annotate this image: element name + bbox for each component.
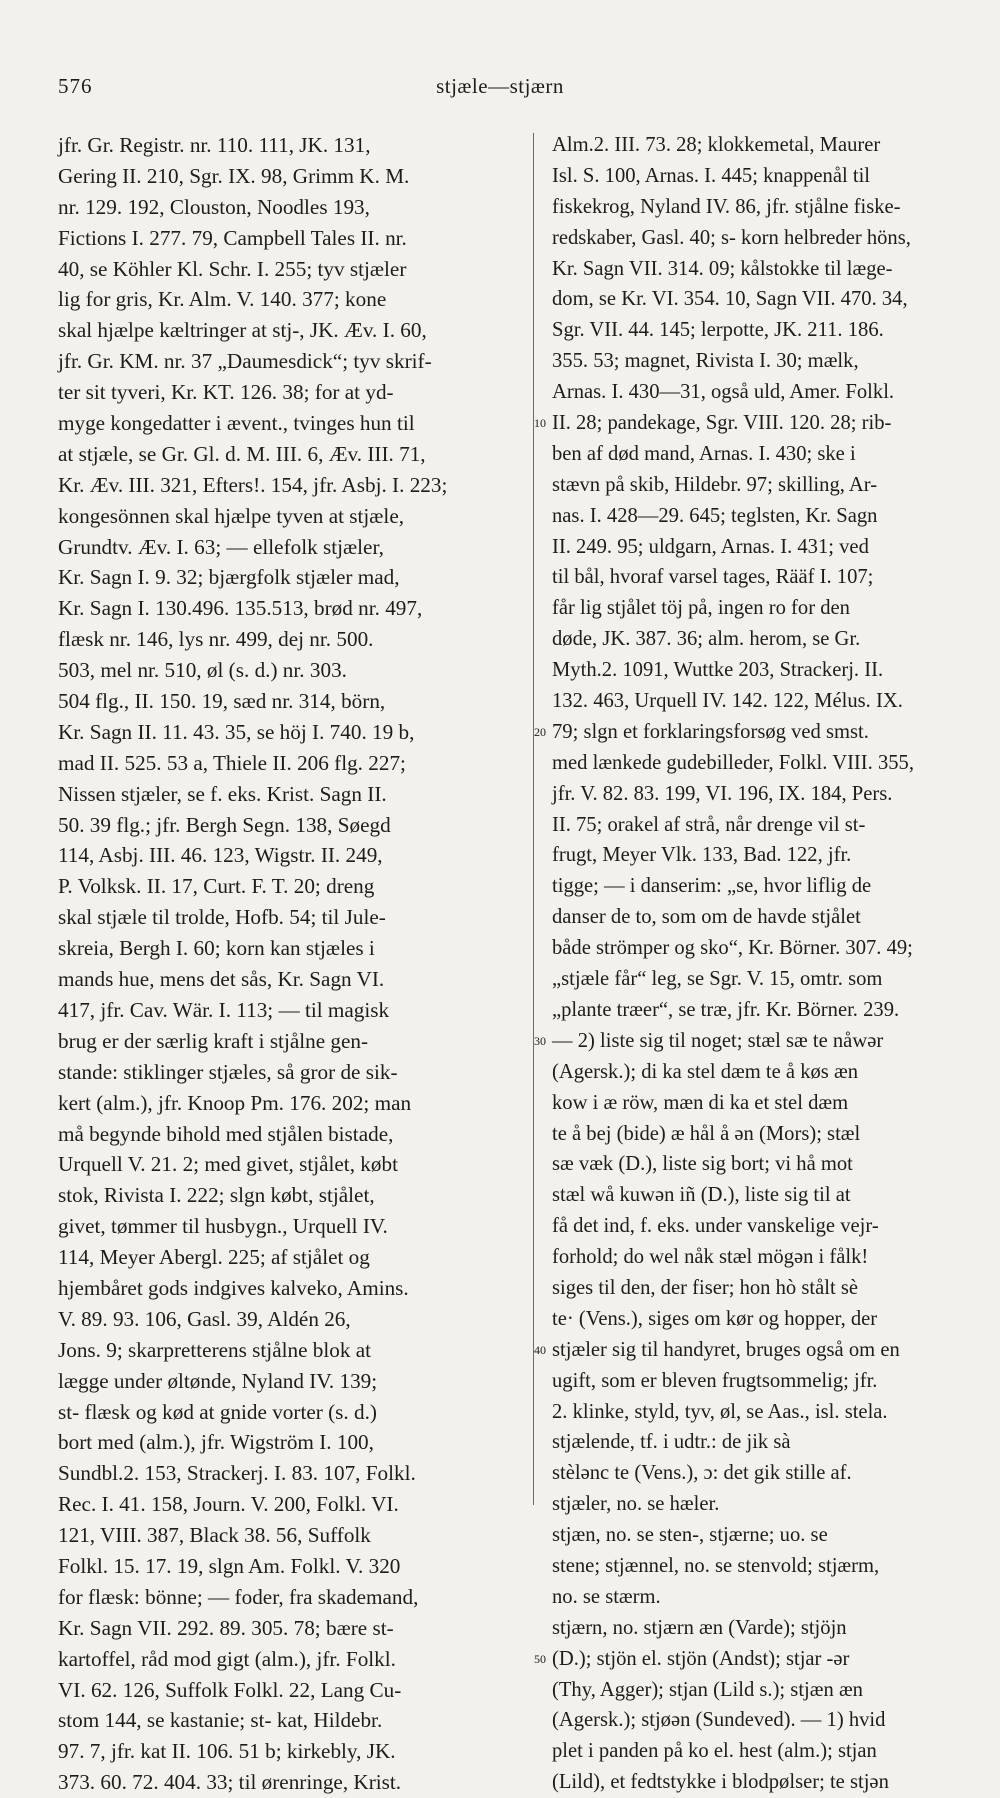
- left-column-line: skal stjæle til trolde, Hofb. 54; til Jule-: [58, 905, 386, 930]
- right-column: [552, 130, 984, 1794]
- right-column-line: „stjæle får“ leg, se Sgr. V. 15, omtr. som: [552, 968, 883, 991]
- right-column-line: sæ væk (D.), liste sig bort; vi hå mot: [552, 1153, 853, 1176]
- left-column-line: skreia, Bergh I. 60; korn kan stjæles i: [58, 936, 375, 961]
- right-column-line: stèlənc te (Vens.), ɔ: det gik stille af.: [552, 1462, 852, 1485]
- right-column-line: „plante træer“, se træ, jfr. Kr. Börner. 239.: [552, 998, 900, 1021]
- right-column-line: stjæler, no. se hæler.: [552, 1493, 720, 1516]
- left-column-line: hjembåret gods indgives kalveko, Amins.: [58, 1275, 409, 1300]
- left-column-line: for flæsk: bönne; — foder, fra skademand,: [58, 1584, 419, 1609]
- right-column-line: kow i æ röw, mæn di ka et stel dæm: [552, 1091, 849, 1114]
- right-column-line: ben af død mand, Arnas. I. 430; ske i: [552, 442, 856, 465]
- left-column-line: 40, se Köhler Kl. Schr. I. 255; tyv stjæler: [58, 256, 407, 281]
- running-title: stjæle—stjærn: [436, 74, 564, 98]
- right-column-line: Sgr. VII. 44. 145; lerpotte, JK. 211. 186.: [552, 319, 884, 342]
- right-column-line: både strömper og sko“, Kr. Börner. 307. 49;: [552, 937, 913, 960]
- left-column-line: 121, VIII. 387, Black 38. 56, Suffolk: [58, 1523, 371, 1548]
- right-column-line: siges til den, der fiser; hon hò stålt sè: [552, 1276, 858, 1299]
- right-column-line: Myth.2. 1091, Wuttke 203, Strackerj. II.: [552, 659, 884, 682]
- left-column-line: P. Volksk. II. 17, Curt. F. T. 20; dreng: [58, 874, 375, 899]
- left-column-line: Jons. 9; skarpretterens stjålne blok at: [58, 1337, 372, 1362]
- left-column-line: Kr. Sagn VII. 292. 89. 305. 78; bære st-: [58, 1615, 394, 1640]
- left-column-line: nr. 129. 192, Clouston, Noodles 193,: [58, 194, 370, 219]
- right-column-line: danser de to, som om de havde stjålet: [552, 906, 861, 929]
- right-column-line: stjæn, no. se sten-, stjærne; uo. se: [552, 1524, 828, 1547]
- left-column-line: at stjæle, se Gr. Gl. d. M. III. 6, Æv. III. 71,: [58, 441, 426, 466]
- left-column-line: stok, Rivista I. 222; slgn købt, stjålet,: [58, 1183, 375, 1208]
- right-column-line: stjælende, tf. i udtr.: de jik sà: [552, 1431, 791, 1454]
- right-column-line: II. 28; pandekage, Sgr. VIII. 120. 28; rib-: [552, 412, 892, 435]
- left-column-line: brug er der særlig kraft i stjålne gen-: [58, 1028, 369, 1053]
- left-column-line: lægge under øltønde, Nyland IV. 139;: [58, 1368, 378, 1393]
- right-column-line: no. se stærm.: [552, 1585, 661, 1608]
- right-column-line: ugift, som er bleven frugtsommelig; jfr.: [552, 1369, 878, 1392]
- right-column-line: dom, se Kr. VI. 354. 10, Sagn VII. 470. 34,: [552, 288, 908, 311]
- left-column-line: Fictions I. 277. 79, Campbell Tales II. nr.: [58, 225, 407, 250]
- right-column-line: II. 75; orakel af strå, når drenge vil st-: [552, 813, 866, 836]
- right-column-line: med lænkede gudebilleder, Folkl. VIII. 355,: [552, 751, 914, 774]
- left-column-line: må begynde bihold med stjålen bistade,: [58, 1121, 394, 1146]
- right-column-line: stævn på skib, Hildebr. 97; skilling, Ar-: [552, 473, 878, 496]
- page-number: 576: [58, 74, 93, 98]
- line-marker: 50: [534, 1652, 546, 1667]
- left-column-line: Nissen stjæler, se f. eks. Krist. Sagn II.: [58, 781, 387, 806]
- left-column-line: 50. 39 flg.; jfr. Bergh Segn. 138, Søegd: [58, 812, 391, 837]
- right-column-line: jfr. V. 82. 83. 199, VI. 196, IX. 184, Pers.: [552, 782, 893, 805]
- right-column-line: plet i panden på ko el. hest (alm.); stjan: [552, 1740, 877, 1763]
- right-column-line: Arnas. I. 430—31, også uld, Amer. Folkl.: [552, 381, 895, 404]
- right-column-line: redskaber, Gasl. 40; s- korn helbreder höns,: [552, 226, 911, 249]
- right-column-line: nas. I. 428—29. 645; teglsten, Kr. Sagn: [552, 504, 878, 527]
- left-column-line: 503, mel nr. 510, øl (s. d.) nr. 303.: [58, 658, 347, 683]
- right-column-line: (Agersk.); di ka stel dæm te å køs æn: [552, 1060, 859, 1083]
- left-column-line: ter sit tyveri, Kr. KT. 126. 38; for at yd-: [58, 380, 394, 405]
- left-column-line: stom 144, se kastanie; st- kat, Hildebr.: [58, 1708, 383, 1733]
- left-column-line: lig for gris, Kr. Alm. V. 140. 377; kone: [58, 287, 387, 312]
- right-column-line: II. 249. 95; uldgarn, Arnas. I. 431; ved: [552, 535, 869, 558]
- right-column-line: stjæler sig til handyret, bruges også om en: [552, 1338, 900, 1361]
- right-column-line: fiskekrog, Nyland IV. 86, jfr. stjålne fiske-: [552, 195, 901, 218]
- left-column-line: Sundbl.2. 153, Strackerj. I. 83. 107, Folkl.: [58, 1461, 416, 1486]
- line-marker: 10: [534, 416, 546, 431]
- left-column-line: mands hue, mens det sås, Kr. Sagn VI.: [58, 967, 385, 992]
- left-column-line: Kr. Æv. III. 321, Efters!. 154, jfr. Asbj. I. 223;: [58, 472, 448, 497]
- left-column-line: flæsk nr. 146, lys nr. 499, dej nr. 500.: [58, 627, 374, 652]
- left-column-line: Folkl. 15. 17. 19, slgn Am. Folkl. V. 320: [58, 1553, 401, 1578]
- right-column-line: 79; slgn et forklaringsforsøg ved smst.: [552, 720, 869, 743]
- left-column-line: stande: stiklinger stjæles, så gror de sik-: [58, 1059, 398, 1084]
- right-column-line: stæl wå kuwən iñ (D.), liste sig til at: [552, 1184, 851, 1207]
- right-column-line: til bål, hvoraf varsel tages, Rääf I. 107;: [552, 566, 874, 589]
- left-column-line: VI. 62. 126, Suffolk Folkl. 22, Lang Cu-: [58, 1677, 402, 1702]
- left-column-line: Gering II. 210, Sgr. IX. 98, Grimm K. M.: [58, 163, 410, 188]
- left-column-line: Grundtv. Æv. I. 63; — ellefolk stjæler,: [58, 534, 384, 559]
- right-column-line: 132. 463, Urquell IV. 142. 122, Mélus. IX.: [552, 690, 903, 713]
- left-column-line: kartoffel, råd mod gigt (alm.), jfr. Folkl.: [58, 1646, 396, 1671]
- left-column-line: 97. 7, jfr. kat II. 106. 51 b; kirkebly, JK.: [58, 1739, 396, 1764]
- left-column-line: Kr. Sagn I. 9. 32; bjærgfolk stjæler mad,: [58, 565, 400, 590]
- left-column-line: jfr. Gr. KM. nr. 37 „Daumesdick“; tyv skrif-: [58, 349, 432, 374]
- line-marker: 20: [534, 725, 546, 740]
- right-column-line: te· (Vens.), siges om kør og hopper, der: [552, 1307, 878, 1330]
- left-column-line: st- flæsk og kød at gnide vorter (s. d.): [58, 1399, 377, 1424]
- right-column-line: forhold; do wel nåk stæl mögən i fålk!: [552, 1246, 869, 1269]
- line-marker: 40: [534, 1343, 546, 1358]
- right-column-line: (Thy, Agger); stjan (Lild s.); stjæn æn: [552, 1678, 863, 1701]
- left-column-line: givet, tømmer til husbygn., Urquell IV.: [58, 1214, 388, 1239]
- right-column-line: Alm.2. III. 73. 28; klokkemetal, Maurer: [552, 134, 881, 156]
- left-column-line: Rec. I. 41. 158, Journ. V. 200, Folkl. VI.: [58, 1492, 399, 1517]
- right-column-line: døde, JK. 387. 36; alm. herom, se Gr.: [552, 628, 861, 651]
- page-header: [0, 74, 1000, 110]
- left-column-line: skal hjælpe kæltringer at stj-, JK. Æv. I. 60,: [58, 318, 427, 343]
- left-column-line: jfr. Gr. Registr. nr. 110. 111, JK. 131,: [58, 133, 371, 157]
- line-marker: 30: [534, 1034, 546, 1049]
- right-column-line: Kr. Sagn VII. 314. 09; kålstokke til læge-: [552, 257, 893, 280]
- left-column-line: Kr. Sagn II. 11. 43. 35, se höj I. 740. 19 b,: [58, 719, 415, 744]
- left-column-line: Urquell V. 21. 2; med givet, stjålet, købt: [58, 1152, 398, 1177]
- left-column-line: 417, jfr. Cav. Wär. I. 113; — til magisk: [58, 997, 390, 1022]
- right-column-line: te å bej (bide) æ hål å ən (Mors); stæl: [552, 1122, 861, 1145]
- right-column-line: — 2) liste sig til noget; stæl sæ te nåwər: [552, 1029, 884, 1052]
- right-column-line: får lig stjålet töj på, ingen ro for den: [552, 597, 850, 620]
- right-column-line: (Agersk.); stjøən (Sundeved). — 1) hvid: [552, 1709, 886, 1732]
- left-column-line: bort med (alm.), jfr. Wigström I. 100,: [58, 1430, 374, 1455]
- right-column-line: Isl. S. 100, Arnas. I. 445; knappenål til: [552, 164, 871, 187]
- right-column-line: (Lild), et fedtstykke i blodpølser; te stjən: [552, 1771, 889, 1794]
- right-column-line: stene; stjænnel, no. se stenvold; stjærm,: [552, 1554, 880, 1577]
- left-column-line: Kr. Sagn I. 130.496. 135.513, brød nr. 497,: [58, 596, 423, 621]
- column-divider: [533, 133, 534, 1505]
- right-column-line: tigge; — i danserim: „se, hvor liflig de: [552, 875, 872, 898]
- right-column-line: få det ind, f. eks. under vanskelige vejr-: [552, 1215, 879, 1238]
- right-column-line: frugt, Meyer Vlk. 133, Bad. 122, jfr.: [552, 844, 852, 867]
- right-column-line: stjærn, no. stjærn æn (Varde); stjöjn: [552, 1616, 847, 1639]
- left-column-line: myge kongedatter i ævent., tvinges hun til: [58, 411, 415, 436]
- left-column-line: 373. 60. 72. 404. 33; til ørenringe, Krist.: [58, 1770, 402, 1795]
- left-column-line: V. 89. 93. 106, Gasl. 39, Aldén 26,: [58, 1306, 351, 1331]
- left-column-line: 114, Asbj. III. 46. 123, Wigstr. II. 249,: [58, 843, 383, 868]
- left-column-line: 504 flg., II. 150. 19, sæd nr. 314, börn,: [58, 689, 386, 714]
- left-column-line: kert (alm.), jfr. Knoop Pm. 176. 202; man: [58, 1090, 412, 1115]
- left-column-line: mad II. 525. 53 a, Thiele II. 206 flg. 227;: [58, 750, 406, 775]
- left-column-line: kongesönnen skal hjælpe tyven at stjæle,: [58, 503, 405, 528]
- right-column-line: (D.); stjön el. stjön (Andst); stjar -ər: [552, 1647, 850, 1670]
- right-column-line: 355. 53; magnet, Rivista I. 30; mælk,: [552, 350, 859, 373]
- left-column-line: 114, Meyer Abergl. 225; af stjålet og: [58, 1245, 370, 1270]
- right-column-line: 2. klinke, styld, tyv, øl, se Aas., isl. stela.: [552, 1400, 888, 1423]
- left-column: [58, 130, 523, 1795]
